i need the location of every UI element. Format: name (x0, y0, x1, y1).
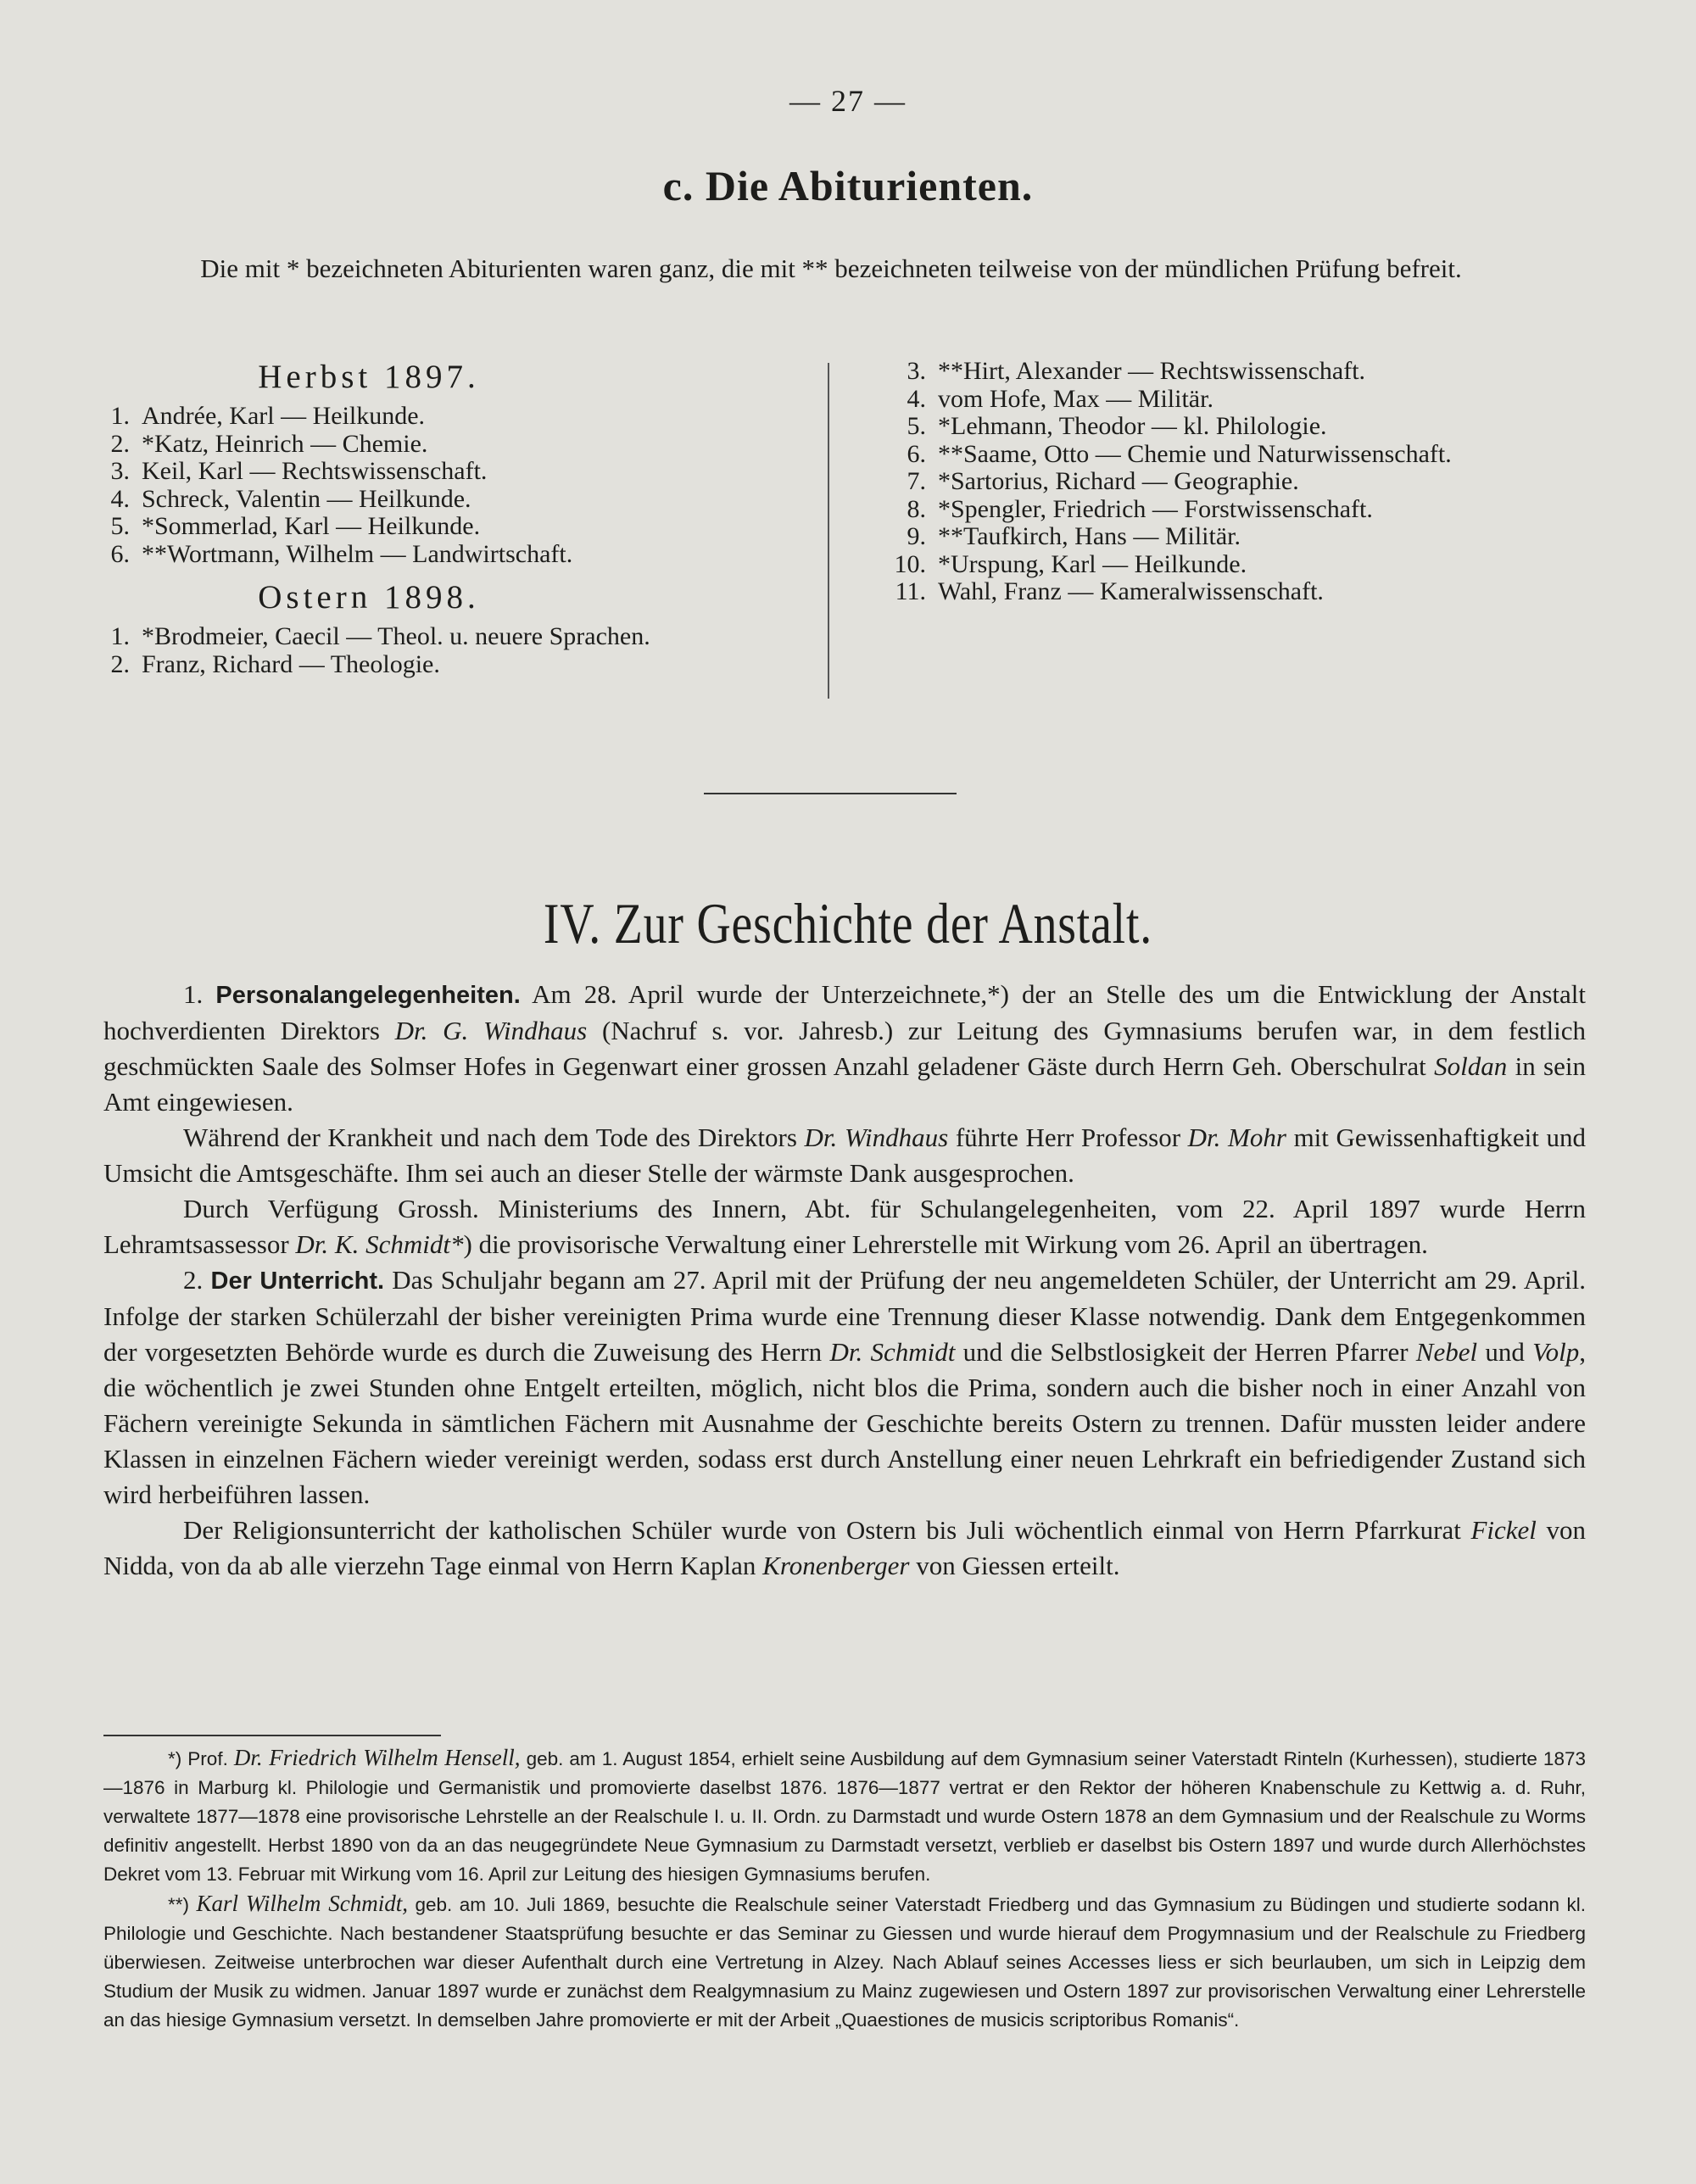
list-item (89, 403, 818, 431)
paragraph-illness (103, 1120, 1586, 1191)
text-run: von Nidda, von da ab alle vierzehn Tage einmal von Herrn Kaplan (103, 1515, 1587, 1580)
footnote-2 (103, 1889, 1586, 2035)
person-name: Fickel (1470, 1515, 1537, 1545)
list-item (882, 468, 1628, 496)
text-run: Während der Krankheit und nach dem Tode des Direktors (183, 1123, 805, 1152)
list-item-text: *Lehmann, Theodor — kl. Philologie. (938, 412, 1327, 440)
text-run: Der Religionsunterricht der katholischen Schüler wurde von Ostern bis Juli wöchentlich einmal von Herrn Pfarrkurat (183, 1515, 1471, 1545)
term-heading-ostern: Ostern 1898. (258, 579, 480, 616)
footnote-rule (103, 1735, 441, 1736)
footnotes (103, 1743, 1586, 2035)
section-heading: c. Die Abiturienten. (662, 162, 1034, 209)
footnote-person: Dr. Friedrich Wilhelm Hensell, (233, 1745, 521, 1770)
text-run: mit Gewissenhaftigkeit und Umsicht die Amtsgeschäfte. Ihm sei auch an dieser Stelle der wärmste Dank ausgesprochen. (103, 1123, 1586, 1188)
list-item-text: *Spengler, Friedrich — Forstwissenschaft. (938, 494, 1373, 523)
list-item-number: 3. (907, 357, 926, 385)
list-item-number: 2. (110, 649, 130, 678)
history-body (103, 977, 1586, 1584)
list-item-text: **Saame, Otto — Chemie und Naturwissenschaft. (938, 439, 1452, 468)
ostern-list-right (882, 358, 1628, 606)
footnote-1 (103, 1743, 1586, 1889)
list-item-text: Wahl, Franz — Kameralwissenschaft. (938, 577, 1324, 605)
paragraph-number: 2. (183, 1265, 204, 1295)
list-item-number: 4. (110, 484, 130, 513)
list-item (89, 486, 818, 514)
person-name: Nebel (1415, 1337, 1478, 1367)
list-item-text: *Sommerlad, Karl — Heilkunde. (142, 512, 481, 540)
list-item-text: *Katz, Heinrich — Chemie. (142, 429, 428, 458)
list-item (89, 651, 818, 679)
list-item (89, 541, 818, 569)
list-item-number: 1. (110, 622, 130, 650)
herbst-list (89, 403, 818, 568)
section-separator (704, 793, 957, 794)
list-item (882, 523, 1628, 551)
list-item-text: Andrée, Karl — Heilkunde. (142, 402, 426, 430)
page-number: — 27 — (789, 84, 907, 118)
list-item-number: 10. (894, 549, 926, 578)
footnote-text: geb. am 1. August 1854, erhielt seine Ausbildung auf dem Gymnasium seiner Vaterstadt Rinteln (Kurhessen), studierte 1873—1876 in Marburg kl. Philologie und Germanistik und promovierte daselbst 1876. 1876—1877 vertrat er den Rektor der höheren Knabenschule zu Kettwig a. d. Ruhr, verwaltete 1877—1878 eine provisorische Lehrstelle an der Realschule I. u. II. Ordn. zu Darmstadt und wurde Ostern 1878 an dem Gymnasium und der Realschule zu Worms definitiv angestellt. Herbst 1890 von da an das neugegründete Neue Gymnasium zu Darmstadt versetzt, verblieb er daselbst bis Ostern 1897 und wurde durch Allerhöchstes Dekret vom 13. Februar mit Wirkung vom 16. April zur Leitung des hiesigen Gymnasiums berufen. (103, 1748, 1586, 1885)
list-item-text: **Wortmann, Wilhelm — Landwirtschaft. (142, 539, 573, 568)
list-item-number: 9. (907, 522, 926, 550)
list-item-number: 1. (110, 402, 130, 430)
paragraph-number: 1. (183, 979, 204, 1009)
list-item-text: Schreck, Valentin — Heilkunde. (142, 484, 471, 513)
person-name: Volp (1532, 1337, 1580, 1367)
list-item-text: Keil, Karl — Rechtswissenschaft. (142, 457, 488, 485)
person-name: Kronenberger (762, 1551, 910, 1580)
list-item (882, 386, 1628, 414)
list-item (89, 513, 818, 541)
footnote-person: Karl Wilhelm Schmidt, (196, 1891, 409, 1916)
list-item-number: 5. (907, 412, 926, 440)
list-item-text: *Urspung, Karl — Heilkunde. (938, 549, 1247, 578)
paragraph-instruction (103, 1262, 1586, 1513)
text-run: ) die provisorische Verwaltung einer Lehrerstelle mit Wirkung vom 26. April an übertragen. (463, 1229, 1428, 1259)
list-item (89, 458, 818, 486)
list-item-text: *Brodmeier, Caecil — Theol. u. neuere Sprachen. (142, 622, 650, 650)
list-item-text: Franz, Richard — Theologie. (142, 649, 440, 678)
list-item-number: 6. (110, 539, 130, 568)
list-item (89, 431, 818, 459)
term-heading-herbst: Herbst 1897. (258, 359, 480, 395)
ostern-list-left (89, 623, 818, 678)
list-item-number: 5. (110, 512, 130, 540)
text-run: führte Herr Professor (948, 1123, 1188, 1152)
list-item-text: **Hirt, Alexander — Rechtswissenschaft. (938, 357, 1366, 385)
list-item-number: 4. (907, 384, 926, 413)
footnote-marker: **) (168, 1894, 197, 1915)
person-name: Dr. Mohr (1187, 1123, 1286, 1152)
list-item (882, 413, 1628, 441)
list-item-number: 7. (907, 467, 926, 495)
person-name: Dr. K. Schmidt* (295, 1229, 464, 1259)
list-item (882, 358, 1628, 386)
list-item-number: 11. (895, 577, 926, 605)
run-in-heading: Der Unterricht. (210, 1268, 385, 1295)
list-item-number: 3. (110, 457, 130, 485)
paragraph-religion (103, 1513, 1586, 1584)
text-run: von Giessen erteilt. (909, 1551, 1120, 1580)
list-item-number: 6. (907, 439, 926, 468)
run-in-heading: Personalangelegenheiten. (215, 982, 521, 1009)
text-run: Durch Verfügung Grossh. Ministeriums des Innern, Abt. für Schulangelegenheiten, vom 22. April 1897 wurde Herrn Lehramtsassessor (103, 1194, 1586, 1259)
list-item (882, 441, 1628, 469)
text-run: Am 28. April wurde der Unterzeichnete,*) der an Stelle des um die Entwicklung der Anstalt hochverdienten Direktors (103, 979, 1587, 1045)
person-name: Dr. Schmidt (829, 1337, 956, 1367)
list-item (882, 578, 1628, 606)
column-divider (828, 363, 829, 699)
text-run: Das Schuljahr begann am 27. April mit der Prüfung der neu angemeldeten Schüler, der Unterricht am 29. April. Infolge der starken Schülerzahl der bisher vereinigten Prima wurde eine Trennung dieser Klasse notwendig. Dank dem Entgegenkommen der vorgesetzten Behörde wurde es durch die Zuweisung des Herrn (103, 1265, 1586, 1367)
paragraph-appointment (103, 1191, 1586, 1262)
person-name: Dr. Windhaus (804, 1123, 949, 1152)
text-run: in sein Amt eingewiesen. (103, 1051, 1586, 1117)
text-run: , die wöchentlich je zwei Stunden ohne Entgelt erteilten, möglich, nicht blos die Prima, sondern auch die bisher noch in einer Anzahl von Fächern vereinigte Sekunda in sämtlichen Fächern mit Ausnahme der Geschichte bereits Ostern zu trennen. Dafür mussten leider andere Klassen in einzelnen Fächern wieder vereinigt werden, sodass erst durch Anstellung einer neuen Lehrkraft ein befriedigender Zustand sich wird herbeiführen lassen. (103, 1337, 1587, 1509)
graduates-left-column (89, 358, 818, 678)
footnote-text: geb. am 10. Juli 1869, besuchte die Realschule seiner Vaterstadt Friedberg und das Gymnasium zu Büdingen und studierte sodann kl. Philologie und Geschichte. Nach bestandener Staatsprüfung besuchte er das Seminar zu Giessen und wurde hierauf dem Progymnasium und der Realschule zu Friedberg überwiesen. Zeitweise unterbrochen war dieser Aufenthalt durch eine Vertretung in Alzey. Nach Ablauf seines Accesses liess er sich beurlauben, um sich in Leipzig dem Studium der Musik zu widmen. Januar 1897 wurde er zunächst dem Realgymnasium zu Mainz zugewiesen und Ostern 1897 zur provisorischen Verwaltung einer Lehrerstelle an das hiesige Gymnasium versetzt. In demselben Jahre promovierte er mit der Arbeit „Quaestiones de musicis scriptoribus Romanis“. (103, 1894, 1586, 2031)
text-run: (Nachruf s. vor. Jahresb.) zur Leitung des Gymnasiums berufen war, in dem festlich geschmückten Saale des Solmser Hofes in Gegenwart einer grossen Anzahl geladener Gäste durch Herrn Geh. Oberschulrat (103, 1016, 1586, 1081)
part-heading: IV. Zur Geschichte der Anstalt. (543, 891, 1153, 956)
paragraph-personnel (103, 977, 1586, 1120)
text-run: und (1477, 1337, 1533, 1367)
list-item (882, 496, 1628, 524)
list-item-text: *Sartorius, Richard — Geographie. (938, 467, 1299, 495)
list-item-number: 2. (110, 429, 130, 458)
exam-exemption-note: Die mit * bezeichneten Abiturienten waren ganz, die mit ** bezeichneten teilweise von der mündlichen Prüfung befreit. (200, 254, 1462, 283)
person-name: Soldan (1434, 1051, 1508, 1081)
list-item-text: vom Hofe, Max — Militär. (938, 384, 1213, 413)
list-item (89, 623, 818, 651)
list-item (882, 551, 1628, 579)
list-item-text: **Taufkirch, Hans — Militär. (938, 522, 1241, 550)
footnote-marker: *) Prof. (168, 1748, 234, 1769)
person-name: Dr. G. Windhaus (394, 1016, 588, 1045)
list-item-number: 8. (907, 494, 926, 523)
text-run: und die Selbstlosigkeit der Herren Pfarrer (955, 1337, 1416, 1367)
